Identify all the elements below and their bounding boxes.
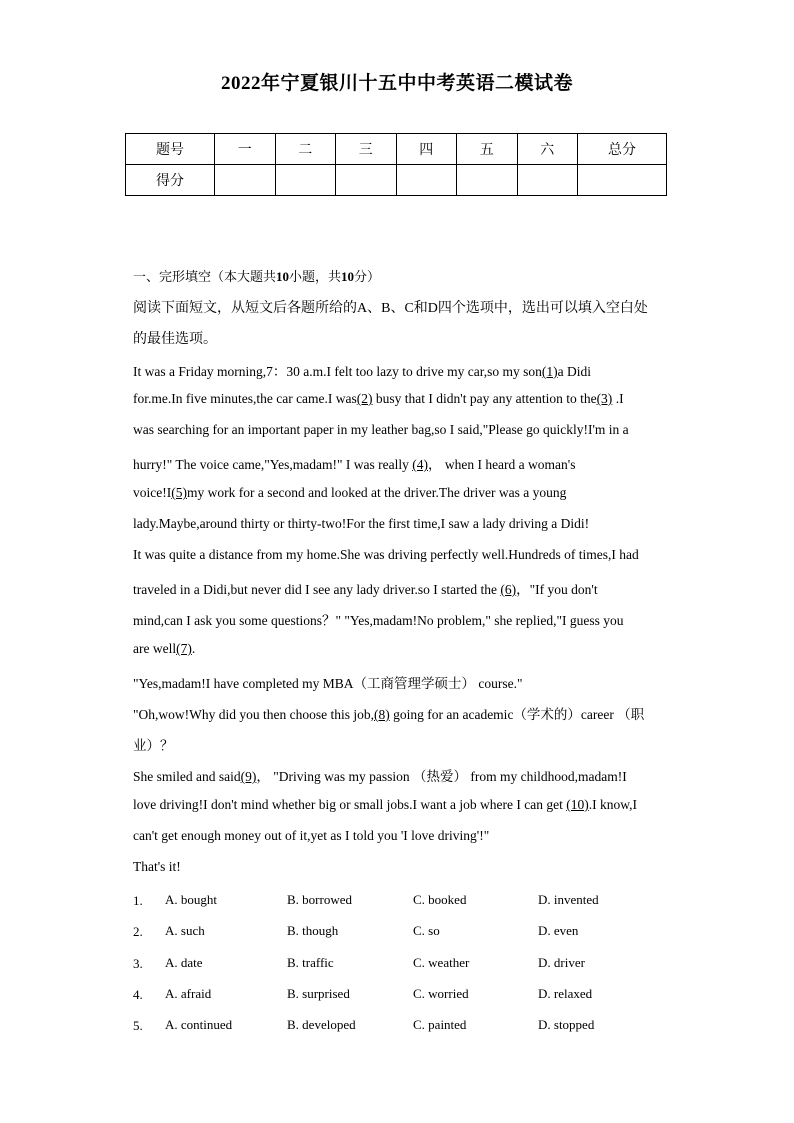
score-cell	[457, 165, 518, 196]
question-number: 2.	[133, 924, 143, 939]
option-a[interactable]: A. bought	[165, 892, 217, 907]
passage-line: It was a Friday morning,7：30 a.m.I felt too lazy to drive my car,so my son(1)a Didi	[133, 364, 592, 379]
score-cell	[396, 165, 457, 196]
passage-line: voice!I(5)my work for a second and looked at the driver.The driver was a young	[133, 485, 567, 500]
passage-line: "Yes,madam!I have completed my MBA（工商管理学硕士） course."	[133, 676, 523, 691]
blank-10: (10)	[566, 797, 589, 812]
question-number: 5.	[133, 1018, 143, 1033]
score-cell	[336, 165, 397, 196]
option-a[interactable]: A. date	[165, 955, 203, 970]
score-table-header-cell: 四	[396, 134, 457, 165]
option-a[interactable]: A. such	[165, 923, 205, 938]
passage-line: for.me.In five minutes,the car came.I was(2) busy that I didn't pay any attention to the(3) .I	[133, 391, 624, 406]
option-c[interactable]: C. worried	[413, 986, 469, 1001]
page-title: 2022年宁夏银川十五中中考英语二模试卷	[220, 73, 573, 94]
option-d[interactable]: D. invented	[538, 892, 599, 907]
score-table-header-cell: 一	[215, 134, 276, 165]
option-b[interactable]: B. though	[287, 923, 339, 938]
question-number: 3.	[133, 956, 143, 971]
option-c[interactable]: C. booked	[413, 892, 467, 907]
section-instruction: 阅读下面短文，从短文后各题所给的A、B、C和D四个选项中，选出可以填入空白处	[133, 301, 648, 316]
blank-4: (4)	[412, 457, 428, 472]
option-d[interactable]: D. relaxed	[538, 986, 593, 1001]
score-table-header-cell: 五	[457, 134, 518, 165]
blank-7: (7)	[176, 641, 192, 656]
option-a[interactable]: A. continued	[165, 1017, 233, 1032]
blank-8: (8)	[373, 707, 390, 722]
score-table-header-cell: 总分	[578, 134, 667, 165]
option-c[interactable]: C. weather	[413, 955, 470, 970]
score-table-header-cell: 题号	[126, 134, 215, 165]
passage-line: mind,can I ask you some questions？" "Yes,madam!No problem," she replied,"I guess you	[133, 613, 624, 628]
score-cell	[275, 165, 336, 196]
score-table	[125, 133, 667, 196]
passage-line: was searching for an important paper in my leather bag,so I said,"Please go quickly!I'm in a	[133, 422, 629, 437]
blank-2: (2)	[356, 391, 373, 406]
section-heading: 一、完形填空（本大题共10小题，共10分）	[133, 269, 381, 284]
score-table-header-cell: 二	[275, 134, 336, 165]
score-cell	[517, 165, 578, 196]
option-b[interactable]: B. developed	[287, 1017, 356, 1032]
option-c[interactable]: C. painted	[413, 1017, 467, 1032]
score-table-header-cell: 三	[336, 134, 397, 165]
option-b[interactable]: B. traffic	[287, 955, 334, 970]
passage-line: "Oh,wow!Why did you then choose this job,(8) going for an academic（学术的）career （职	[133, 707, 645, 722]
passage-line: are well(7).	[133, 641, 196, 656]
blank-3: (3)	[596, 391, 613, 406]
score-cell	[215, 165, 276, 196]
option-d[interactable]: D. even	[538, 923, 579, 938]
passage-line: It was quite a distance from my home.She was driving perfectly well.Hundreds of times,I had	[133, 547, 639, 562]
passage-line: lady.Maybe,around thirty or thirty-two!For the first time,I saw a lady driving a Didi!	[133, 516, 590, 531]
blank-6: (6)	[500, 582, 517, 597]
question-number: 1.	[133, 893, 143, 908]
passage-line: 业）？	[133, 738, 174, 753]
passage-line: traveled in a Didi,but never did I see any lady driver.so I started the (6)，"If you don't	[133, 582, 598, 597]
blank-5: (5)	[171, 485, 187, 500]
passage-line: love driving!I don't mind whether big or small jobs.I want a job where I can get (10).I know,I	[133, 797, 637, 812]
option-b[interactable]: B. borrowed	[287, 892, 352, 907]
passage-line: She smiled and said(9)， "Driving was my passion （热爱） from my childhood,madam!I	[133, 769, 627, 784]
option-d[interactable]: D. stopped	[538, 1017, 595, 1032]
blank-1: (1)	[541, 364, 558, 379]
option-a[interactable]: A. afraid	[165, 986, 212, 1001]
blank-9: (9)	[240, 769, 257, 784]
score-cell	[578, 165, 667, 196]
passage-line: That's it!	[133, 859, 181, 874]
option-d[interactable]: D. driver	[538, 955, 585, 970]
option-c[interactable]: C. so	[413, 923, 440, 938]
score-table-row-label: 得分	[126, 165, 215, 196]
option-b[interactable]: B. surprised	[287, 986, 350, 1001]
section-instruction: 的最佳选项。	[133, 332, 217, 347]
score-table-header-cell: 六	[517, 134, 578, 165]
passage-line: hurry!" The voice came,"Yes,madam!" I was really (4)， when I heard a woman's	[133, 457, 576, 472]
score-table-header-row	[126, 134, 667, 165]
passage-line: can't get enough money out of it,yet as I told you 'I love driving'!"	[133, 828, 490, 843]
score-table-score-row	[126, 165, 667, 196]
question-number: 4.	[133, 987, 143, 1002]
